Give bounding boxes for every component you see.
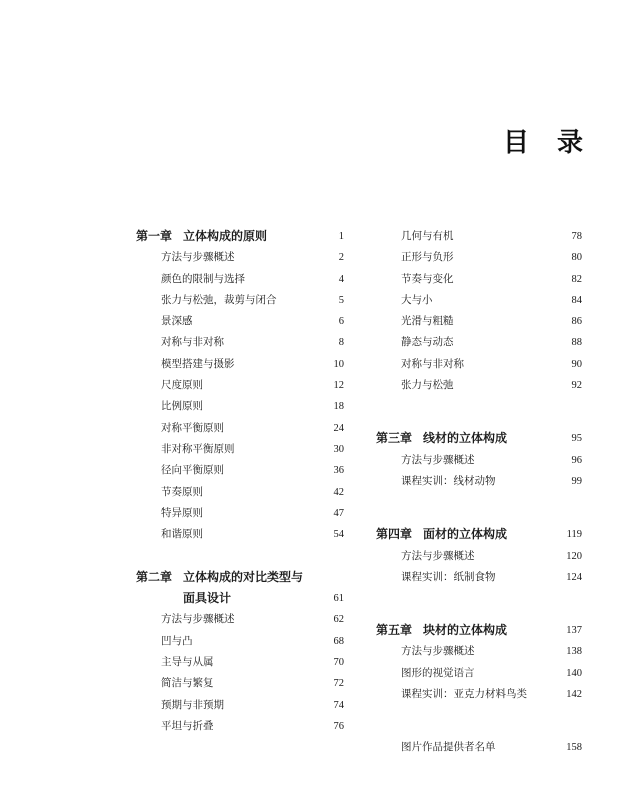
toc-item[interactable]: 课程实训：线材动物 99 bbox=[401, 474, 582, 487]
toc-item[interactable]: 尺度原则 12 bbox=[161, 379, 344, 392]
toc-item[interactable]: 特异原则 47 bbox=[161, 506, 344, 519]
toc-chapter-5[interactable]: 第五章 块材的立体构成 137 bbox=[376, 623, 582, 638]
toc-item[interactable]: 对称平衡原则 24 bbox=[161, 421, 344, 434]
toc-chapter-3[interactable]: 第三章 线材的立体构成 95 bbox=[376, 431, 582, 446]
toc-item[interactable]: 大与小 84 bbox=[401, 293, 582, 306]
spacer bbox=[136, 545, 344, 566]
spacer bbox=[376, 396, 582, 428]
toc-item[interactable]: 课程实训：纸制食物 124 bbox=[401, 570, 582, 583]
toc-item[interactable]: 对称与非对称 90 bbox=[401, 357, 582, 370]
toc-item[interactable]: 几何与有机 78 bbox=[401, 230, 582, 242]
toc-item[interactable]: 模型搭建与摄影 10 bbox=[161, 357, 344, 370]
toc-item[interactable]: 张力与松弛，裁剪与闭合 5 bbox=[161, 293, 344, 306]
toc-item-credits[interactable]: 图片作品提供者名单 158 bbox=[401, 741, 582, 754]
toc-item[interactable]: 方法与步骤概述 96 bbox=[401, 453, 582, 466]
toc-item[interactable]: 正形与负形 80 bbox=[401, 251, 582, 264]
toc-chapter-4[interactable]: 第四章 面材的立体构成 119 bbox=[376, 527, 582, 542]
toc-item[interactable]: 课程实训：亚克力材料鸟类 142 bbox=[401, 688, 582, 701]
toc-item[interactable]: 节奏与变化 82 bbox=[401, 272, 582, 285]
toc-chapter-2-continued[interactable]: 面具设计 61 bbox=[183, 591, 344, 606]
toc-item[interactable]: 非对称平衡原则 30 bbox=[161, 442, 344, 455]
toc-item[interactable]: 光滑与粗糙 86 bbox=[401, 315, 582, 328]
toc-item[interactable]: 方法与步骤概述 138 bbox=[401, 645, 582, 658]
toc-item[interactable]: 主导与从属 70 bbox=[161, 655, 344, 668]
toc-item[interactable]: 节奏原则 42 bbox=[161, 485, 344, 498]
toc-left-column bbox=[136, 226, 344, 737]
toc-right-column bbox=[376, 226, 582, 759]
toc-item[interactable]: 和谐原则 54 bbox=[161, 528, 344, 541]
toc-item[interactable]: 颜色的限制与选择 4 bbox=[161, 272, 344, 285]
spacer bbox=[376, 492, 582, 524]
toc-chapter-2[interactable]: 第二章 立体构成的对比类型与 bbox=[136, 569, 304, 584]
toc-item[interactable]: 凹与凸 68 bbox=[161, 634, 344, 647]
title-char-1: 目 bbox=[503, 128, 530, 158]
toc-chapter-1[interactable]: 第一章 立体构成的原则 1 bbox=[136, 229, 344, 243]
toc-item[interactable]: 张力与松弛 92 bbox=[401, 379, 582, 392]
toc-item[interactable]: 平坦与折叠 76 bbox=[161, 719, 344, 732]
toc-item[interactable]: 景深感 6 bbox=[161, 315, 344, 328]
toc-item[interactable]: 比例原则 18 bbox=[161, 400, 344, 413]
toc-item[interactable]: 方法与步骤概述 62 bbox=[161, 613, 344, 626]
toc-item[interactable]: 方法与步骤概述 2 bbox=[161, 251, 344, 264]
toc-item[interactable]: 对称与非对称 8 bbox=[161, 336, 344, 349]
toc-item[interactable]: 径向平衡原则 36 bbox=[161, 464, 344, 477]
spacer bbox=[376, 588, 582, 620]
toc-item[interactable]: 简洁与繁复 72 bbox=[161, 677, 344, 690]
toc-item[interactable]: 静态与动态 88 bbox=[401, 336, 582, 349]
toc-item[interactable]: 图形的视觉语言 140 bbox=[401, 666, 582, 679]
page-title bbox=[503, 122, 583, 159]
title-char-2: 录 bbox=[557, 128, 584, 158]
toc-item[interactable]: 预期与非预期 74 bbox=[161, 698, 344, 711]
toc-item[interactable]: 方法与步骤概述 120 bbox=[401, 549, 582, 562]
spacer bbox=[376, 705, 582, 737]
